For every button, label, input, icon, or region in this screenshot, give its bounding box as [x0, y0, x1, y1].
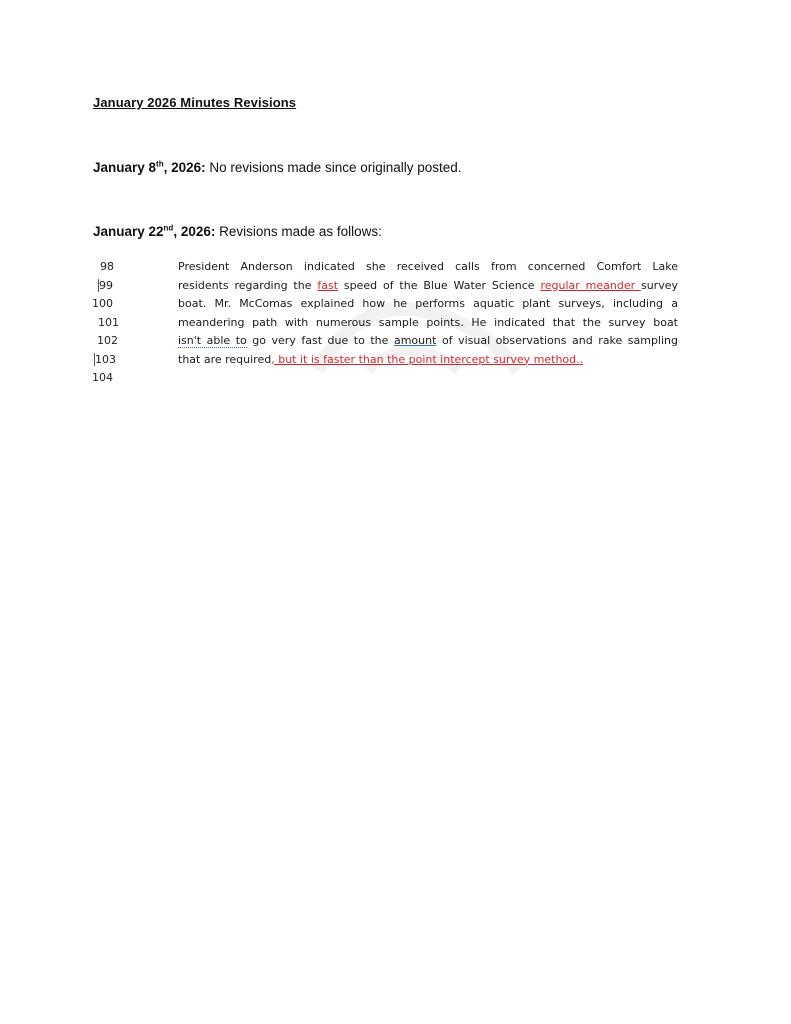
revision-entry-jan-22: [93, 224, 382, 239]
text-line: that are required, but it is faster than the point intercept survey method..: [178, 352, 584, 366]
line-number: 99: [99, 278, 113, 292]
entry-text: No revisions made since originally posted.: [205, 160, 462, 175]
line-number-column: [88, 258, 128, 388]
line-number: 102: [97, 334, 118, 347]
entry-date: January 8th, 2026:: [93, 159, 206, 175]
text-line: boat. Mr. McComas explained how he performs aquatic plant surveys, including a: [178, 297, 678, 310]
grammar-flag: amount: [393, 334, 437, 347]
text-line: residents regarding the fast speed of the Blue Water Science regular meander survey: [178, 278, 678, 292]
revision-insert: , but it is faster than the point intercept survey method.: [271, 352, 580, 366]
page-title: January 2026 Minutes Revisions: [93, 95, 297, 110]
line-number: 104: [92, 371, 113, 384]
text-line: President Anderson indicated she received calls from concerned Comfort Lake: [178, 260, 678, 273]
text-line: meandering path with numerous sample points. He indicated that the survey boat: [178, 315, 678, 329]
revision-entry-jan-8: [93, 160, 462, 175]
entry-text: Revisions made as follows:: [215, 224, 382, 239]
entry-date: January 22nd, 2026:: [93, 223, 216, 239]
line-number: 100: [92, 297, 113, 310]
line-number: 101: [98, 315, 119, 329]
excerpt-body: [178, 258, 678, 369]
line-number: 98: [100, 260, 114, 273]
minutes-excerpt: [88, 258, 688, 383]
line-number: 103: [95, 352, 116, 366]
revision-insert: regular meander: [540, 278, 641, 292]
revision-insert: fast: [317, 278, 339, 292]
text-line: isn't able to go very fast due to the amount of visual observations and rake sampling: [178, 334, 678, 347]
grammar-flag: isn't able to: [178, 334, 247, 347]
